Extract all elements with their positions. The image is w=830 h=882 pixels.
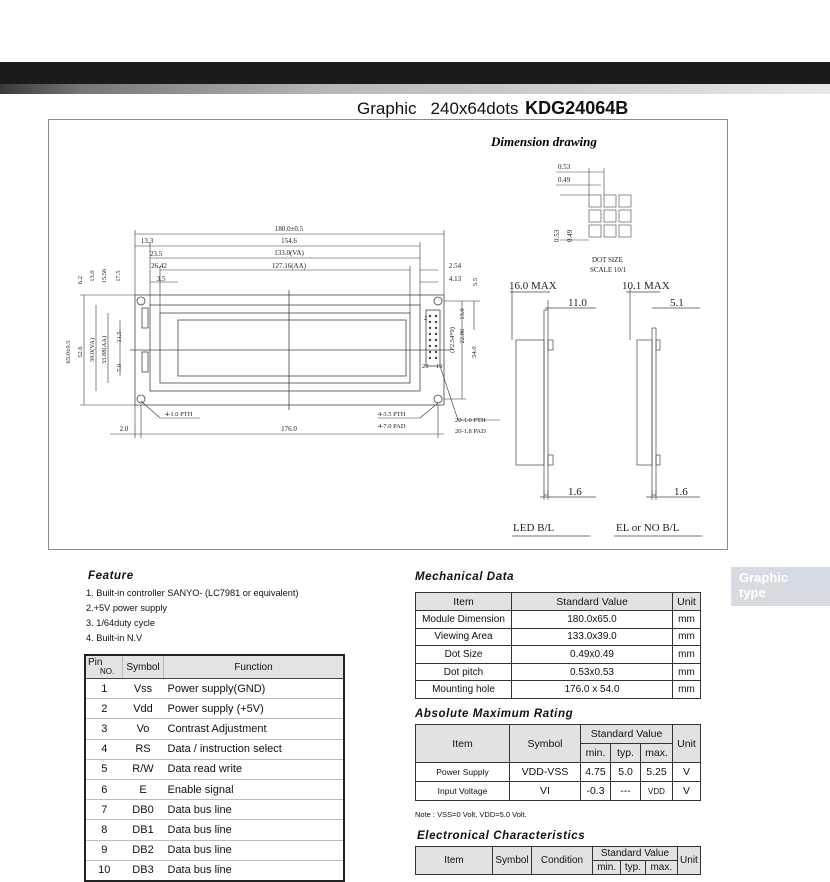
abs-header-max: max.	[641, 744, 673, 763]
abs-cell: 5.0	[611, 763, 641, 782]
pin-symbol: R/W	[123, 759, 164, 779]
dot-size-title: DOT SIZE	[592, 256, 623, 264]
abs-row	[416, 782, 701, 801]
pin-symbol: E	[123, 779, 164, 799]
label-pin-19: 19	[436, 363, 443, 370]
pin-number: 1	[85, 679, 123, 699]
pin-header-no: NO.	[100, 667, 115, 676]
mech-cell: 133.0x39.0	[512, 628, 673, 646]
dot-scale: SCALE 10/1	[590, 266, 627, 274]
pin-header-symbol: Symbol	[123, 655, 164, 679]
mech-row	[416, 646, 701, 664]
abs-header-min: min.	[581, 744, 611, 763]
pin-row	[85, 739, 344, 759]
absolute-table	[415, 724, 701, 801]
elec-header-condition: Condition	[532, 847, 593, 875]
dim-va-height: 39.0(VA)	[89, 337, 96, 363]
label-20-1-pth: 20-1.0 PTH	[455, 417, 486, 424]
dim-13-3: 13.3	[140, 237, 154, 245]
pin-row	[85, 779, 344, 799]
dim-3-5: 3.5	[156, 275, 166, 283]
mech-header-item: Item	[416, 593, 512, 611]
mech-row	[416, 663, 701, 681]
dot-size-label: 0.49	[558, 176, 571, 184]
abs-cell: Power Supply	[416, 763, 510, 782]
pin-function: Data bus line	[164, 820, 345, 840]
mech-cell: Module Dimension	[416, 611, 512, 629]
dim-154: 154.6	[281, 237, 297, 245]
pin-number: 2	[85, 699, 123, 719]
dim-6-2: 6.2	[77, 275, 84, 285]
dim-13-0: 13.0	[89, 270, 96, 282]
feature-item: 4. Built-in N.V	[86, 633, 143, 643]
abs-cell: VDD	[641, 782, 673, 801]
mech-cell: mm	[673, 681, 701, 699]
mech-header-unit: Unit	[673, 593, 701, 611]
label-4-3-5-pth: 4-3.5 PTH	[378, 411, 406, 418]
elec-header-std: Standard Value	[593, 847, 678, 861]
dim-4-13: 4.13	[448, 275, 462, 283]
mech-cell: 180.0x65.0	[512, 611, 673, 629]
pin-function: Data bus line	[164, 800, 345, 820]
feature-item: 2.+5V power supply	[86, 603, 167, 613]
abs-header-unit: Unit	[673, 725, 701, 763]
abs-header-item: Item	[416, 725, 510, 763]
label-pin-2: 2	[424, 315, 428, 322]
dot-size-vertical: 0.49	[566, 229, 574, 242]
mech-cell: 0.53x0.53	[512, 663, 673, 681]
pin-symbol: RS	[123, 739, 164, 759]
pin-function: Data bus line	[164, 840, 345, 860]
pin-function: Power supply(GND)	[164, 679, 345, 699]
mech-cell: 0.49x0.49	[512, 646, 673, 664]
mech-cell: mm	[673, 628, 701, 646]
label-20-1-8-pad: 20-1.8 PAD	[455, 428, 486, 435]
pin-number: 9	[85, 840, 123, 860]
pin-table	[84, 654, 345, 882]
pin-table-header	[85, 655, 344, 679]
feature-list	[86, 586, 298, 646]
pin-number: 8	[85, 820, 123, 840]
label-pin-20: 20	[422, 363, 429, 370]
dim-2-0: 2.0	[119, 425, 129, 433]
abs-header-symbol: Symbol	[510, 725, 581, 763]
abs-cell: VDD-VSS	[510, 763, 581, 782]
dim-52-6: 52.6	[77, 346, 84, 358]
pin-row	[85, 759, 344, 779]
active-area-rect	[160, 313, 410, 383]
abs-row	[416, 763, 701, 782]
dim-26-42: 26.42	[151, 262, 167, 270]
abs-header-std: Standard Value	[581, 725, 673, 744]
pin-row	[85, 719, 344, 739]
dim-13-0-right: 13.0	[459, 308, 466, 320]
mech-row	[416, 681, 701, 699]
pin-function: Data / instruction select	[164, 739, 345, 759]
abs-cell: VI	[510, 782, 581, 801]
pin-number: 6	[85, 779, 123, 799]
label-4-7-pad: 4-7.0 PAD	[378, 423, 406, 430]
elec-header-symbol: Symbol	[493, 847, 532, 875]
abs-cell: Input Voltage	[416, 782, 510, 801]
pin-number: 10	[85, 860, 123, 881]
pin-symbol: DB1	[123, 820, 164, 840]
dim-overall-height: 65.0±0.5	[65, 340, 72, 364]
dim-15-56: 15.56	[101, 268, 108, 284]
dim-aa-height: 33.88(AA)	[101, 335, 108, 365]
pin-row	[85, 699, 344, 719]
feature-title: Feature	[88, 570, 134, 582]
abs-cell: 5.25	[641, 763, 673, 782]
dim-pitch: (P2.54*9)	[449, 327, 456, 353]
pin-function: Data bus line	[164, 860, 345, 881]
pin-row	[85, 820, 344, 840]
pin-symbol: Vss	[123, 679, 164, 699]
dim-aa-width: 127.16(AA)	[271, 262, 307, 270]
mechanical-title: Mechanical Data	[415, 571, 515, 583]
dim-5-5: 5.5	[472, 277, 479, 287]
mech-row	[416, 628, 701, 646]
mech-cell: Mounting hole	[416, 681, 512, 699]
mech-cell: Dot pitch	[416, 663, 512, 681]
pin-symbol: DB3	[123, 860, 164, 881]
dim-22-86: 22.86	[459, 328, 466, 344]
abs-cell: V	[673, 763, 701, 782]
pin-header-pin: Pin	[88, 657, 103, 668]
title-prefix: Graphic	[357, 99, 417, 118]
led-11-0: 11.0	[568, 297, 587, 309]
elec-header-item: Item	[416, 847, 493, 875]
dim-23-5: 23.5	[149, 250, 163, 258]
abs-cell: -0.3	[581, 782, 611, 801]
pin-function: Data read write	[164, 759, 345, 779]
el-bl-label: EL or NO B/L	[616, 522, 680, 534]
title-model: KDG24064B	[525, 98, 629, 118]
dim-54-0: 54.0	[471, 346, 478, 358]
mech-cell: 176.0 x 54.0	[512, 681, 673, 699]
mech-cell: mm	[673, 663, 701, 681]
viewing-area-rect	[150, 305, 420, 391]
el-1-6: 1.6	[674, 486, 688, 498]
dim-va-width: 133.0(VA)	[274, 249, 304, 257]
dot-pitch-label: 0.53	[558, 163, 571, 171]
dim-overall-width: 180.0±0.5	[274, 225, 304, 233]
side-tab-line2: type	[739, 585, 766, 600]
side-tab-line1: Graphic	[739, 570, 789, 585]
el-max-thickness: 10.1 MAX	[622, 280, 670, 292]
pin-number: 4	[85, 739, 123, 759]
pin-symbol: DB0	[123, 800, 164, 820]
pin-row	[85, 840, 344, 860]
dim-2-54: 2.54	[448, 262, 462, 270]
pin-row	[85, 800, 344, 820]
mech-cell: mm	[673, 611, 701, 629]
elec-header-typ: typ.	[621, 861, 645, 875]
mechanical-table	[415, 592, 701, 699]
pin-symbol: DB2	[123, 840, 164, 860]
mech-cell: Dot Size	[416, 646, 512, 664]
elec-header-min: min.	[593, 861, 621, 875]
dot-pitch-vertical: 0.53	[553, 229, 561, 242]
pin-number: 7	[85, 800, 123, 820]
title-resolution: 240x64dots	[430, 99, 519, 118]
pin-function: Enable signal	[164, 779, 345, 799]
mech-header-value: Standard Value	[512, 593, 673, 611]
abs-cell: 4.75	[581, 763, 611, 782]
absolute-note: Note : VSS=0 Volt, VDD=5.0 Volt.	[415, 810, 527, 819]
pin-function: Power supply (+5V)	[164, 699, 345, 719]
pin-header-function: Function	[164, 655, 345, 679]
led-1-6: 1.6	[568, 486, 582, 498]
el-5-1: 5.1	[670, 297, 684, 309]
dim-176: 176.0	[281, 425, 297, 433]
dim-11-5: 11.5	[116, 331, 123, 343]
elec-header-unit: Unit	[677, 847, 700, 875]
mech-cell: Viewing Area	[416, 628, 512, 646]
pin-symbol: Vo	[123, 719, 164, 739]
side-tab	[731, 567, 830, 606]
elec-header-max: max.	[645, 861, 677, 875]
feature-item: 3. 1/64duty cycle	[86, 618, 155, 628]
led-bl-label: LED B/L	[513, 522, 555, 534]
pin-number: 3	[85, 719, 123, 739]
drawing-title: Dimension drawing	[491, 134, 597, 149]
pin-symbol: Vdd	[123, 699, 164, 719]
abs-cell: V	[673, 782, 701, 801]
feature-item: 1. Built-in controller SANYO- (LC7981 or equivalent)	[86, 588, 299, 598]
abs-cell: ---	[611, 782, 641, 801]
mech-row	[416, 611, 701, 629]
abs-header-typ: typ.	[611, 744, 641, 763]
pin-function: Contrast Adjustment	[164, 719, 345, 739]
dim-7-0: 7.0	[116, 363, 123, 373]
lcd-window	[178, 320, 406, 376]
pin-row	[85, 679, 344, 699]
electronical-title: Electronical Characteristics	[417, 830, 586, 842]
absolute-title: Absolute Maximum Rating	[415, 708, 574, 720]
mech-cell: mm	[673, 646, 701, 664]
led-max-thickness: 16.0 MAX	[509, 280, 557, 292]
label-4-1-pth: 4-1.0 PTH	[165, 411, 193, 418]
mech-header	[416, 593, 701, 611]
dim-17-5: 17.5	[115, 270, 122, 282]
pin-number: 5	[85, 759, 123, 779]
